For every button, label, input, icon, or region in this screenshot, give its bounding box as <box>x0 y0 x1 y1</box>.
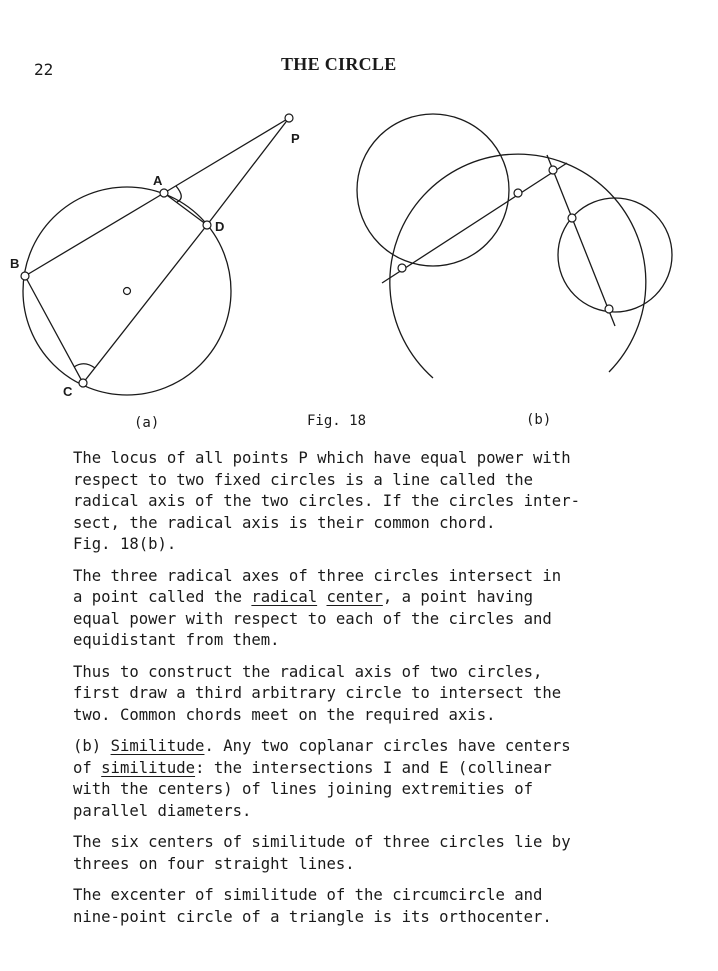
term-radical: radical <box>251 588 318 606</box>
text-line: Fig. 18(b). <box>73 535 177 553</box>
line-ad <box>164 193 207 225</box>
paragraph-excenter <box>73 885 673 928</box>
text-line: equidistant from them. <box>73 631 280 649</box>
text-line: first draw a third arbitrary circle to intersect the <box>73 684 562 702</box>
page-number: 22 <box>34 60 54 79</box>
text-line: nine-point circle of a triangle is its orthocenter. <box>73 907 552 926</box>
text-line: parallel diameters. <box>73 801 252 820</box>
text-line: sect, the radical axis is their common chord. <box>73 513 496 532</box>
label-d: D <box>215 219 225 234</box>
text-line: The excenter of similitude of the circumcircle and <box>73 886 543 904</box>
term-similitude-heading: Similitude <box>110 737 205 755</box>
panel-b-circle-left <box>357 114 509 266</box>
figure-caption: Fig. 18 <box>307 413 367 429</box>
radical-axis-left <box>382 163 567 283</box>
point-o <box>124 288 131 295</box>
body-text <box>73 448 673 938</box>
paragraph-radical-center <box>73 566 673 652</box>
point-d <box>203 221 211 229</box>
point-a <box>160 189 168 197</box>
panel-b-label: (b) <box>526 412 552 428</box>
text-line: equal power with respect to each of the circles and <box>73 609 552 628</box>
paragraph-radical-axis <box>73 448 673 556</box>
figure-18 <box>0 100 718 440</box>
text-line: radical axis of the two circles. If the circles inter- <box>73 492 580 510</box>
text-line: respect to two fixed circles is a line called the <box>73 470 534 489</box>
label-c: C <box>63 384 73 399</box>
label-b: B <box>10 256 20 271</box>
text-fragment: : the intersections I and E (collinear <box>195 758 552 777</box>
text-fragment <box>317 588 326 606</box>
text-line: two. Common chords meet on the required axis. <box>73 705 496 724</box>
point-b-right-upper <box>568 214 576 222</box>
text-line: The locus of all points P which have equal power with <box>73 449 571 467</box>
running-head-title: THE CIRCLE <box>281 54 397 74</box>
point-c <box>79 379 87 387</box>
paragraph-six-centers <box>73 832 673 875</box>
paragraph-construct-axis <box>73 662 673 727</box>
point-p <box>285 114 293 122</box>
panel-a-label: (a) <box>134 415 160 431</box>
text-fragment: , a point having <box>382 588 534 606</box>
point-b-right-lower <box>605 305 613 313</box>
angle-arc-c <box>74 364 95 368</box>
text-line <box>73 587 673 609</box>
text-line <box>73 758 673 780</box>
text-line: Thus to construct the radical axis of two circles, <box>73 662 543 681</box>
paragraph-similitude <box>73 736 673 822</box>
text-line: with the centers) of lines joining extremities of <box>73 780 534 798</box>
point-b-radical-center <box>549 166 557 174</box>
text-line <box>73 736 673 758</box>
text-fragment: a point called the <box>73 588 252 606</box>
text-line: The three radical axes of three circles intersect in <box>73 566 562 585</box>
term-center: center <box>326 588 383 606</box>
text-line: threes on four straight lines. <box>73 854 355 873</box>
point-b <box>21 272 29 280</box>
text-fragment: (b) <box>73 737 111 755</box>
point-b-left-upper <box>514 189 522 197</box>
line-pa <box>164 118 289 193</box>
line-ab <box>25 193 164 276</box>
line-pd <box>207 118 289 225</box>
line-cd <box>83 225 207 383</box>
text-line: The six centers of similitude of three circles lie by <box>73 833 571 851</box>
label-a: A <box>153 173 163 188</box>
text-fragment: . Any two coplanar circles have centers <box>204 737 571 755</box>
label-p: P <box>291 131 300 146</box>
point-b-left-lower <box>398 264 406 272</box>
text-fragment: of <box>73 758 102 777</box>
term-similitude: similitude <box>101 758 196 777</box>
